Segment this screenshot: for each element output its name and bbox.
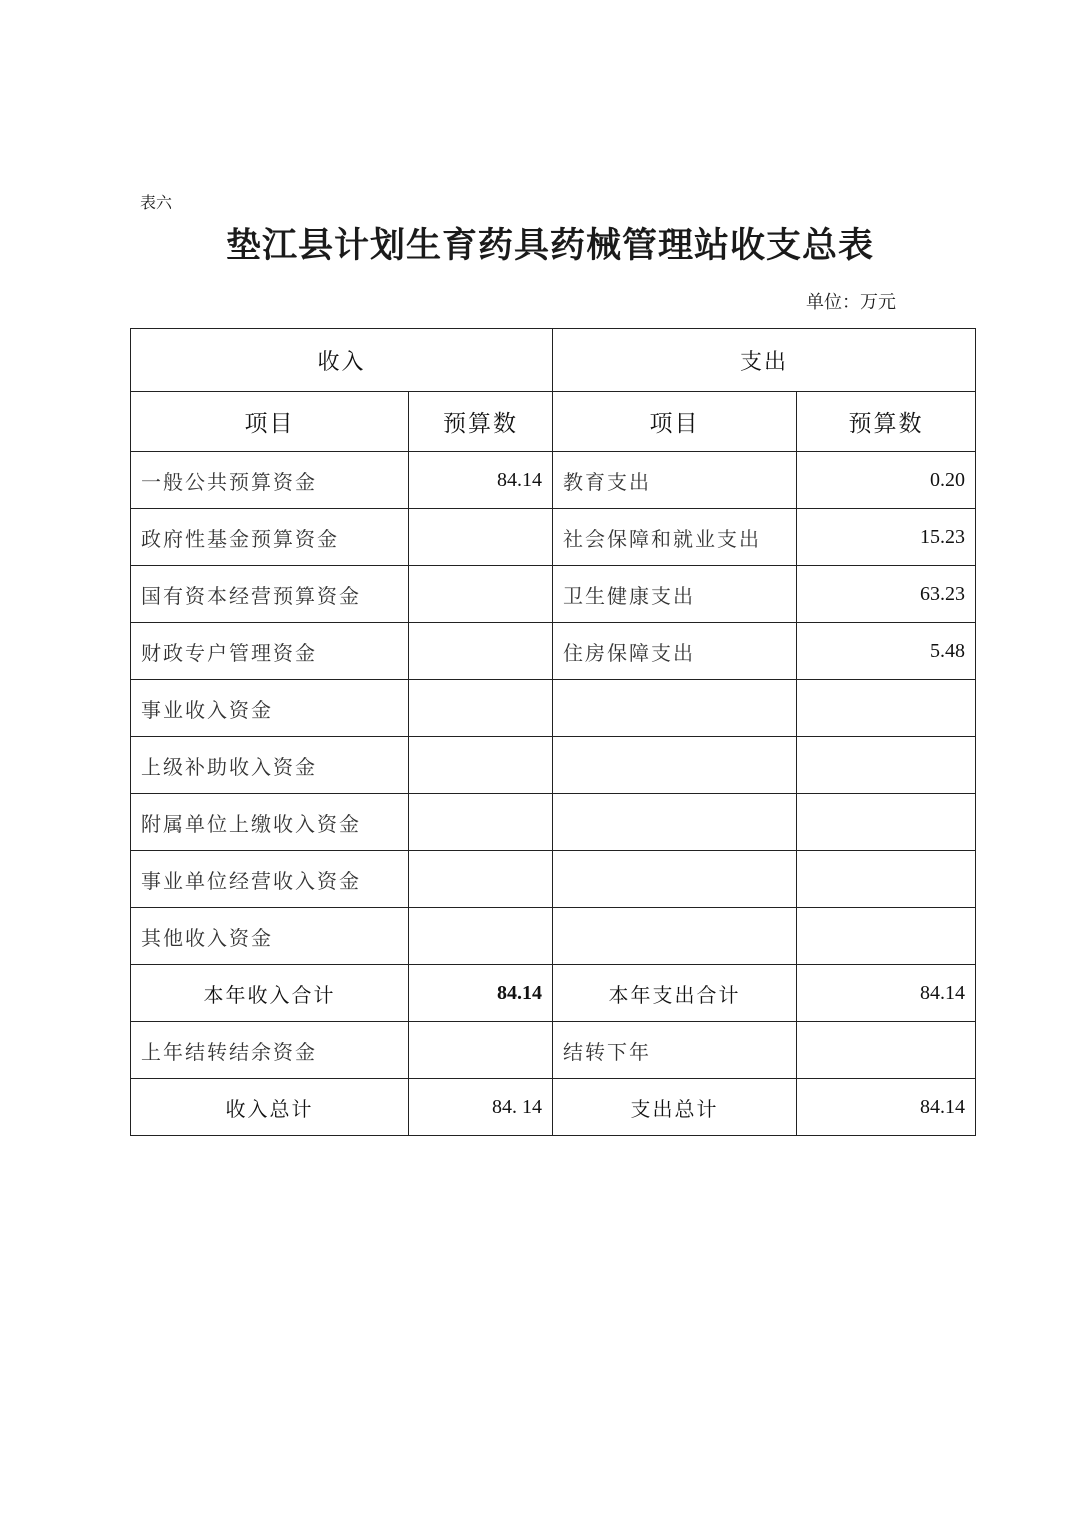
table-row bbox=[131, 851, 976, 908]
expense-item: 社会保障和就业支出 bbox=[553, 509, 797, 566]
income-value bbox=[409, 680, 553, 737]
document-title: 垫江县计划生育药具药械管理站收支总表 bbox=[225, 225, 874, 266]
expense-value bbox=[797, 794, 976, 851]
expense-item bbox=[553, 908, 797, 965]
table-row bbox=[131, 509, 976, 566]
income-item: 事业单位经营收入资金 bbox=[131, 851, 409, 908]
income-item: 其他收入资金 bbox=[131, 908, 409, 965]
income-item: 一般公共预算资金 bbox=[131, 452, 409, 509]
expense-item bbox=[553, 737, 797, 794]
expense-value: 5.48 bbox=[797, 623, 976, 680]
expense-value bbox=[797, 851, 976, 908]
expense-item bbox=[553, 794, 797, 851]
income-value bbox=[409, 794, 553, 851]
expense-budget-header: 预算数 bbox=[797, 392, 976, 452]
income-value bbox=[409, 851, 553, 908]
income-item: 附属单位上缴收入资金 bbox=[131, 794, 409, 851]
table-row bbox=[131, 623, 976, 680]
expense-value: 0.20 bbox=[797, 452, 976, 509]
carryover-row bbox=[131, 1022, 976, 1079]
expense-value bbox=[797, 908, 976, 965]
expense-value: 15.23 bbox=[797, 509, 976, 566]
expense-item: 卫生健康支出 bbox=[553, 566, 797, 623]
expense-section-header: 支出 bbox=[553, 329, 976, 392]
income-item: 上级补助收入资金 bbox=[131, 737, 409, 794]
income-value bbox=[409, 737, 553, 794]
income-section-header: 收入 bbox=[131, 329, 553, 392]
unit-label: 单位：万元 bbox=[806, 292, 896, 313]
table-row bbox=[131, 737, 976, 794]
income-carryover-value bbox=[409, 1022, 553, 1079]
table-number: 表六 bbox=[140, 193, 173, 212]
income-subtotal-value: 84.14 bbox=[409, 965, 553, 1022]
table-row bbox=[131, 794, 976, 851]
income-value bbox=[409, 509, 553, 566]
budget-summary-table bbox=[130, 328, 976, 1136]
expense-item-header: 项目 bbox=[553, 392, 797, 452]
expense-item: 住房保障支出 bbox=[553, 623, 797, 680]
income-carryover-label: 上年结转结余资金 bbox=[131, 1022, 409, 1079]
expense-item bbox=[553, 851, 797, 908]
income-value bbox=[409, 908, 553, 965]
table-row bbox=[131, 566, 976, 623]
section-header-row bbox=[131, 329, 976, 392]
column-header-row bbox=[131, 392, 976, 452]
expense-carryover-label: 结转下年 bbox=[553, 1022, 797, 1079]
income-total-label: 收入总计 bbox=[131, 1079, 409, 1136]
income-item: 国有资本经营预算资金 bbox=[131, 566, 409, 623]
income-item: 政府性基金预算资金 bbox=[131, 509, 409, 566]
income-total-value: 84. 14 bbox=[409, 1079, 553, 1136]
table-row bbox=[131, 452, 976, 509]
income-item-header: 项目 bbox=[131, 392, 409, 452]
expense-item: 教育支出 bbox=[553, 452, 797, 509]
expense-total-label: 支出总计 bbox=[553, 1079, 797, 1136]
income-item: 财政专户管理资金 bbox=[131, 623, 409, 680]
expense-subtotal-label: 本年支出合计 bbox=[553, 965, 797, 1022]
total-row bbox=[131, 1079, 976, 1136]
income-value bbox=[409, 566, 553, 623]
expense-total-value: 84.14 bbox=[797, 1079, 976, 1136]
expense-value bbox=[797, 737, 976, 794]
expense-subtotal-value: 84.14 bbox=[797, 965, 976, 1022]
income-value: 84.14 bbox=[409, 452, 553, 509]
expense-value bbox=[797, 680, 976, 737]
table-row bbox=[131, 908, 976, 965]
income-budget-header: 预算数 bbox=[409, 392, 553, 452]
income-subtotal-label: 本年收入合计 bbox=[131, 965, 409, 1022]
table-row bbox=[131, 680, 976, 737]
expense-item bbox=[553, 680, 797, 737]
expense-carryover-value bbox=[797, 1022, 976, 1079]
expense-value: 63.23 bbox=[797, 566, 976, 623]
subtotal-row bbox=[131, 965, 976, 1022]
income-item: 事业收入资金 bbox=[131, 680, 409, 737]
income-value bbox=[409, 623, 553, 680]
